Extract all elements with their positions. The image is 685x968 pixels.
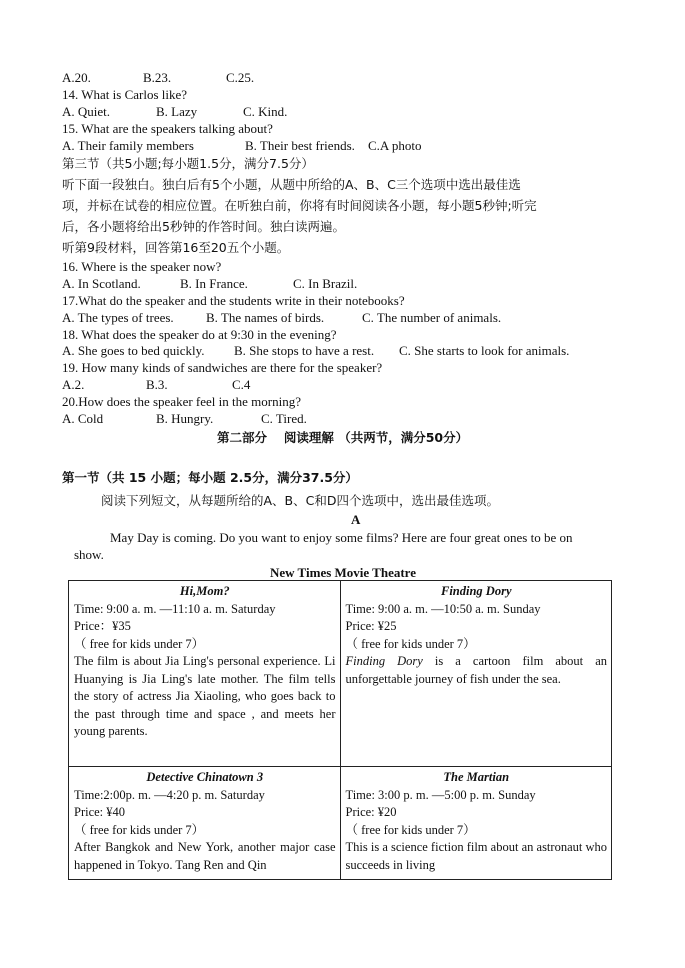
q13-option-c: C.25. [226,70,255,85]
q19-option-c: C.4 [232,377,251,392]
movie-cell-finding-dory [340,581,612,767]
q20-option-a: A. Cold [62,411,104,426]
q15-stem: 15. What are the speakers talking about? [62,121,273,136]
q17-option-a: A. The types of trees. [62,310,174,325]
movie-table [68,580,612,880]
table-title: New Times Movie Theatre [270,565,416,580]
movie-time: Time: 9:00 a. m. —11:10 a. m. Saturday [74,601,276,616]
q16-option-b: B. In France. [180,276,248,291]
q15-option-b: B. Their best friends. [245,138,355,153]
movie-title: Detective Chinatown 3 [146,770,264,784]
q20-option-b: B. Hungry. [156,411,214,426]
movie-price: Price: ¥25 [345,619,397,633]
movie-cell-detective-chinatown [69,767,341,880]
q14-option-a: A. Quiet. [62,104,111,119]
movie-title: Finding Dory [440,584,512,598]
movie-cell-the-martian [340,767,612,880]
movie-free-note: （ free for kids under 7） [345,822,476,837]
movie-time: Time:2:00p. m. —4:20 p. m. Saturday [74,787,265,802]
q17-stem: 17.What do the speaker and the students write in their notebooks? [62,293,405,308]
movie-time: Time: 3:00 p. m. —5:00 p. m. Sunday [345,787,536,802]
movie-free-note: （ free for kids under 7） [74,822,205,837]
q19-option-a: A.2. [62,377,85,392]
reading-section1-title: 第一节（共 15 小题；每小题 2.5分，满分37.5分） [62,470,358,485]
movie-cell-hi-mom [69,581,341,767]
q18-option-c: C. She starts to look for animals. [399,343,570,358]
section3-instruction-line2: 项，并标在试卷的相应位置。在听独白前，你将有时间阅读各小题，每小题5秒钟;听完 [62,198,537,213]
movie-description-title: Finding Dory [345,654,423,668]
q17-option-c: C. The number of animals. [362,310,502,325]
movie-price: Price: ¥20 [345,805,397,819]
section3-title: 第三节（共5小题;每小题1.5分，满分7.5分） [62,156,314,171]
movie-description-text: is a cartoon film about an unforgettable journey of fish under the sea. [345,654,607,686]
q15-option-a: A. Their family members [62,138,194,153]
movie-title: Hi,Mom? [179,584,230,598]
q19-option-b: B.3. [146,377,168,392]
section3-instruction-line3: 后，各小题将给出5秒钟的作答时间。独白读两遍。 [62,219,345,234]
q16-option-c: C. In Brazil. [293,276,358,291]
movie-description: After Bangkok and New York, another major case happened in Tokyo. Tang Ren and Qin [74,840,336,872]
movie-description: The film is about Jia Ling's personal experience. Li Huanying is Jia Ling's late mother. The film tells the story of actress Jia Xiaoling, who goes back to the past through time and space , and meets her young parents. [74,654,336,738]
q13-option-b: B.23. [143,70,172,85]
q14-stem: 14. What is Carlos like? [62,87,188,102]
movie-free-note: （ free for kids under 7） [345,636,476,651]
q13-option-a: A.20. [62,70,91,85]
q14-option-c: C. Kind. [243,104,288,119]
movie-price: Price: ¥40 [74,805,126,819]
movie-price: Price：¥35 [74,619,131,633]
movie-description: This is a science fiction film about an astronaut who succeeds in living [345,840,607,872]
q14-option-b: B. Lazy [156,104,198,119]
part2-title: 第二部分 阅读理解 （共两节，满分50分） [217,430,469,445]
movie-time: Time: 9:00 a. m. —10:50 a. m. Sunday [345,601,541,616]
passage-intro-line2: show. [74,547,104,562]
q16-stem: 16. Where is the speaker now? [62,259,222,274]
movie-description [346,653,608,688]
section3-instruction-line1: 听下面一段独白。独白后有5个小题，从题中所给的A、B、C三个选项中选出最佳选 [62,177,521,192]
q18-stem: 18. What does the speaker do at 9:30 in the evening? [62,327,337,342]
q17-option-b: B. The names of birds. [206,310,325,325]
passage-letter: A [351,512,361,527]
reading-instruction: 阅读下列短文，从每题所给的A、B、C和D四个选项中，选出最佳选项。 [101,493,499,508]
q16-option-a: A. In Scotland. [62,276,141,291]
q18-option-a: A. She goes to bed quickly. [62,343,205,358]
movie-free-note: （ free for kids under 7） [74,636,205,651]
movie-title: The Martian [443,770,510,784]
passage-intro-line1: May Day is coming. Do you want to enjoy some films? Here are four great ones to be on [110,530,573,545]
q20-stem: 20.How does the speaker feel in the morning? [62,394,301,409]
q20-option-c: C. Tired. [261,411,307,426]
q15-option-c: C.A photo [368,138,422,153]
section3-material: 听第9段材料，回答第16至20五个小题。 [62,240,290,255]
q18-option-b: B. She stops to have a rest. [234,343,375,358]
q19-stem: 19. How many kinds of sandwiches are there for the speaker? [62,360,383,375]
